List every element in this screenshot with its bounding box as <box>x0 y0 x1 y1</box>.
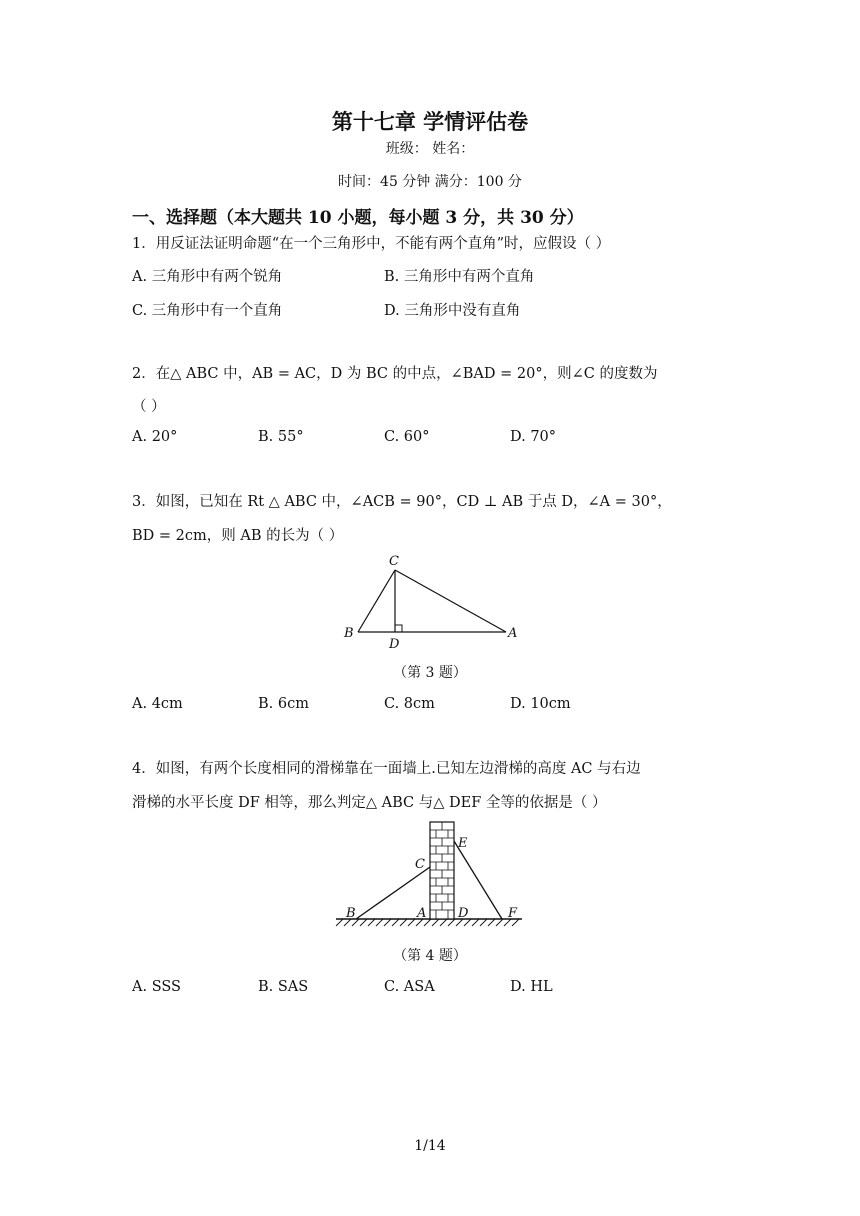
q2-option-c: C. 60° <box>384 429 430 445</box>
q3-label-a: A <box>508 626 518 641</box>
q3-option-d: D. 10cm <box>510 696 571 712</box>
q1-option-c: C. 三角形中有一个直角 <box>132 303 283 319</box>
q4-option-c: C. ASA <box>384 979 435 995</box>
q4-option-b: B. SAS <box>258 979 309 995</box>
q3-label-d: D <box>389 637 400 652</box>
q3-option-b: B. 6cm <box>258 696 309 712</box>
page-title: 第十七章 学情评估卷 <box>331 109 529 134</box>
q1-option-d: D. 三角形中没有直角 <box>384 303 521 319</box>
q4-label-a: A <box>417 906 427 921</box>
q4-option-d: D. HL <box>510 979 553 995</box>
q4-figure <box>330 816 530 936</box>
class-name-line: 班级： 姓名： <box>385 141 475 157</box>
page-number: 1/14 <box>414 1138 446 1154</box>
q3-label-b: B <box>344 626 354 641</box>
q3-figure <box>330 548 530 653</box>
q4-option-a: A. SSS <box>132 979 181 995</box>
time-score-line: 时间：45 分钟 满分：100 分 <box>338 174 522 190</box>
question-2-text: 2．在△ ABC 中，AB = AC，D 为 BC 的中点，∠BAD = 20°，则∠C 的度数为 <box>132 366 658 382</box>
q4-label-f: F <box>508 906 518 921</box>
q1-option-a: A. 三角形中有两个锐角 <box>132 269 283 285</box>
q3-label-c: C <box>389 554 399 569</box>
q2-option-b: B. 55° <box>258 429 304 445</box>
q4-label-e: E <box>458 836 468 851</box>
question-1-text: 1．用反证法证明命题“在一个三角形中，不能有两个直角”时，应假设（ ） <box>132 236 611 252</box>
q4-label-b: B <box>346 906 356 921</box>
question-3-text-cont: BD = 2cm，则 AB 的长为（ ） <box>132 528 344 544</box>
question-3-text: 3．如图，已知在 Rt △ ABC 中，∠ACB = 90°，CD ⊥ AB 于点 D，∠A = 30°， <box>132 494 672 510</box>
q4-label-d: D <box>458 906 469 921</box>
q3-caption: （第 3 题） <box>393 665 467 681</box>
q1-option-b: B. 三角形中有两个直角 <box>384 269 535 285</box>
question-4-text: 4．如图，有两个长度相同的滑梯靠在一面墙上.已知左边滑梯的高度 AC 与右边 <box>132 761 641 777</box>
q3-option-c: C. 8cm <box>384 696 435 712</box>
q3-option-a: A. 4cm <box>132 696 183 712</box>
question-2-text-cont: （ ） <box>132 399 166 415</box>
q2-option-a: A. 20° <box>132 429 178 445</box>
q4-caption: （第 4 题） <box>393 948 467 964</box>
q4-label-c: C <box>415 857 425 872</box>
question-4-text-cont: 滑梯的水平长度 DF 相等，那么判定△ ABC 与△ DEF 全等的依据是（ ） <box>132 795 607 811</box>
section-heading: 一、选择题（本大题共 10 小题，每小题 3 分，共 30 分） <box>132 208 584 228</box>
q2-option-d: D. 70° <box>510 429 557 445</box>
